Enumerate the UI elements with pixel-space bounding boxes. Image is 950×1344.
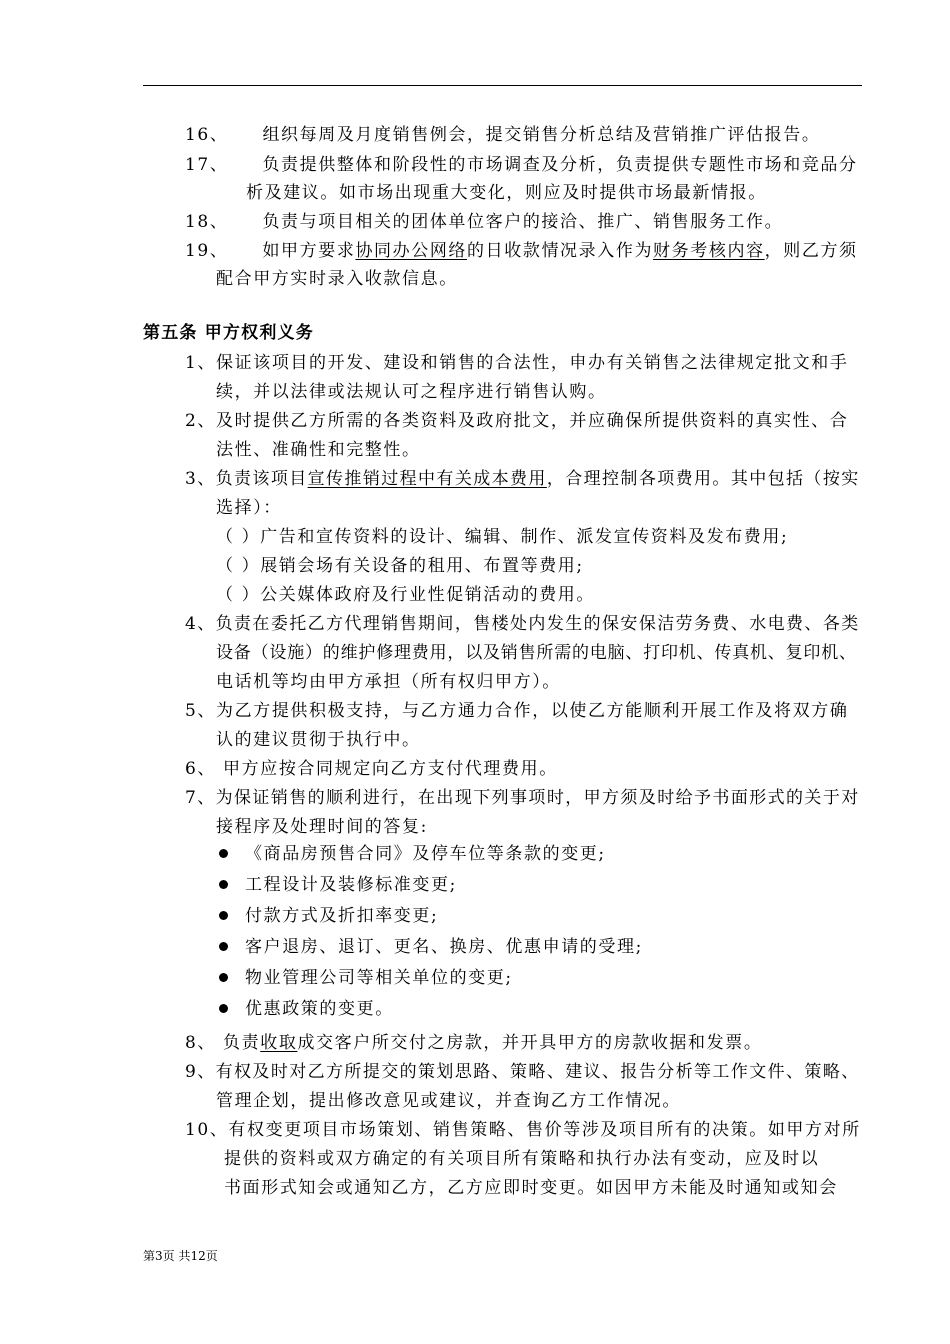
clause-3-option: （ ）展销会场有关设备的租用、布置等费用; [216,556,584,576]
item-19-cont: 配合甲方实时录入收款信息。 [216,269,458,289]
item-text: 负责提供整体和阶段性的市场调查及分析，负责提供专题性市场和竞品分 [262,155,858,175]
clause-8 [185,1032,762,1054]
clause-3-option: （ ）广告和宣传资料的设计、编辑、制作、派发宣传资料及发布费用; [216,527,789,547]
bullet-item: 物业管理公司等相关单位的变更; [245,968,513,988]
clause-10-cont: 提供的资料或双方确定的有关项目所有策略和执行办法有变动，应及时以 [224,1149,820,1169]
clause-10-cont: 书面形式知会或通知乙方，乙方应即时变更。如因甲方未能及时通知或知会 [224,1178,838,1198]
bullet-item: 优惠政策的变更。 [245,999,394,1019]
bullet-item: 《商品房预售合同》及停车位等条款的变更; [245,844,606,864]
page-footer: 第3页 共12页 [143,1249,218,1263]
item-number: 16、 [185,125,229,145]
clause-3-cont: 选择）： [216,498,282,518]
underlined-term: 财务考核内容 [653,241,765,261]
clause-4: 4、负责在委托乙方代理销售期间，售楼处内发生的保安保洁劳务费、水电费、各类 [185,614,860,634]
clause-7: 7、为保证销售的顺利进行，在出现下列事项时，甲方须及时给予书面形式的关于对 [185,788,860,808]
item-number: 18、 [185,212,229,232]
clause-7-cont: 接程序及处理时间的答复: [216,817,428,837]
item-text: ，则乙方须 [764,241,858,261]
clause-9: 9、有权及时对乙方所提交的策划思路、策略、建议、报告分析等工作文件、策略、 [185,1062,860,1082]
item-text: 的日收款情况录入作为 [467,241,654,261]
header-rule [143,85,862,86]
clause-6: 6、 甲方应按合同规定向乙方支付代理费用。 [185,759,558,779]
clause-4-cont: 设备（设施）的维护修理费用，以及销售所需的电脑、打印机、传真机、复印机、 [216,643,857,663]
bullet-item: 客户退房、退订、更名、换房、优惠申请的受理; [245,937,643,957]
clause-text: 成交客户所交付之房款，并开具甲方的房款收据和发票。 [297,1033,763,1053]
bullet-icon [219,1004,228,1013]
clause-9-cont: 管理企划，提出修改意见或建议，并查询乙方工作情况。 [216,1091,681,1111]
clause-5: 5、为乙方提供积极支持，与乙方通力合作，以使乙方能顺利开展工作及将双方确 [185,701,849,721]
underlined-term: 协同办公网络 [355,241,468,261]
clause-10: 10、有权变更项目市场策划、销售策略、售价等涉及项目所有的决策。如甲方对所 [185,1120,861,1140]
clause-text: 8、 负责 [185,1033,261,1053]
item-text: 组织每周及月度销售例会，提交销售分析总结及营销推广评估报告。 [262,125,821,145]
bullet-icon [219,880,228,889]
clause-4-cont: 电话机等均由甲方承担（所有权归甲方）。 [216,672,561,692]
bullet-icon [219,911,228,920]
clause-1: 1、保证该项目的开发、建设和销售的合法性，申办有关销售之法律规定批文和手 [185,353,849,373]
clause-1-cont: 续，并以法律或法规认可之程序进行销售认购。 [216,382,607,402]
item-number: 17、 [185,155,229,175]
item-19 [185,240,858,262]
clause-text: ，合理控制各项费用。其中包括（按实 [546,469,860,489]
bullet-item: 工程设计及装修标准变更; [245,875,457,895]
item-text: 负责与项目相关的团体单位客户的接洽、推广、销售服务工作。 [262,212,784,232]
bullet-icon [219,973,228,982]
bullet-icon [219,942,228,951]
underlined-term: 收取 [260,1033,298,1053]
bullet-item: 付款方式及折扣率变更; [245,906,439,926]
item-18 [185,211,783,233]
clause-text: 3、负责该项目 [185,469,308,489]
clause-2: 2、及时提供乙方所需的各类资料及政府批文，并应确保所提供资料的真实性、合 [185,411,849,431]
item-text: 如甲方要求 [262,241,356,261]
clause-2-cont: 法性、准确性和完整性。 [216,440,421,460]
item-number: 19、 [185,241,229,261]
bullet-icon [219,849,228,858]
clause-3 [185,468,860,490]
clause-3-option: （ ）公关媒体政府及行业性促销活动的费用。 [216,585,596,605]
item-17 [185,154,858,176]
item-17-cont: 析及建议。如市场出现重大变化，则应及时提供市场最新情报。 [246,183,767,203]
section-heading: 第五条 甲方权利义务 [143,323,314,343]
underlined-term: 宣传推销过程中有关成本费用 [307,469,547,489]
clause-5-cont: 认的建议贯彻于执行中。 [216,730,421,750]
item-16 [185,124,820,146]
